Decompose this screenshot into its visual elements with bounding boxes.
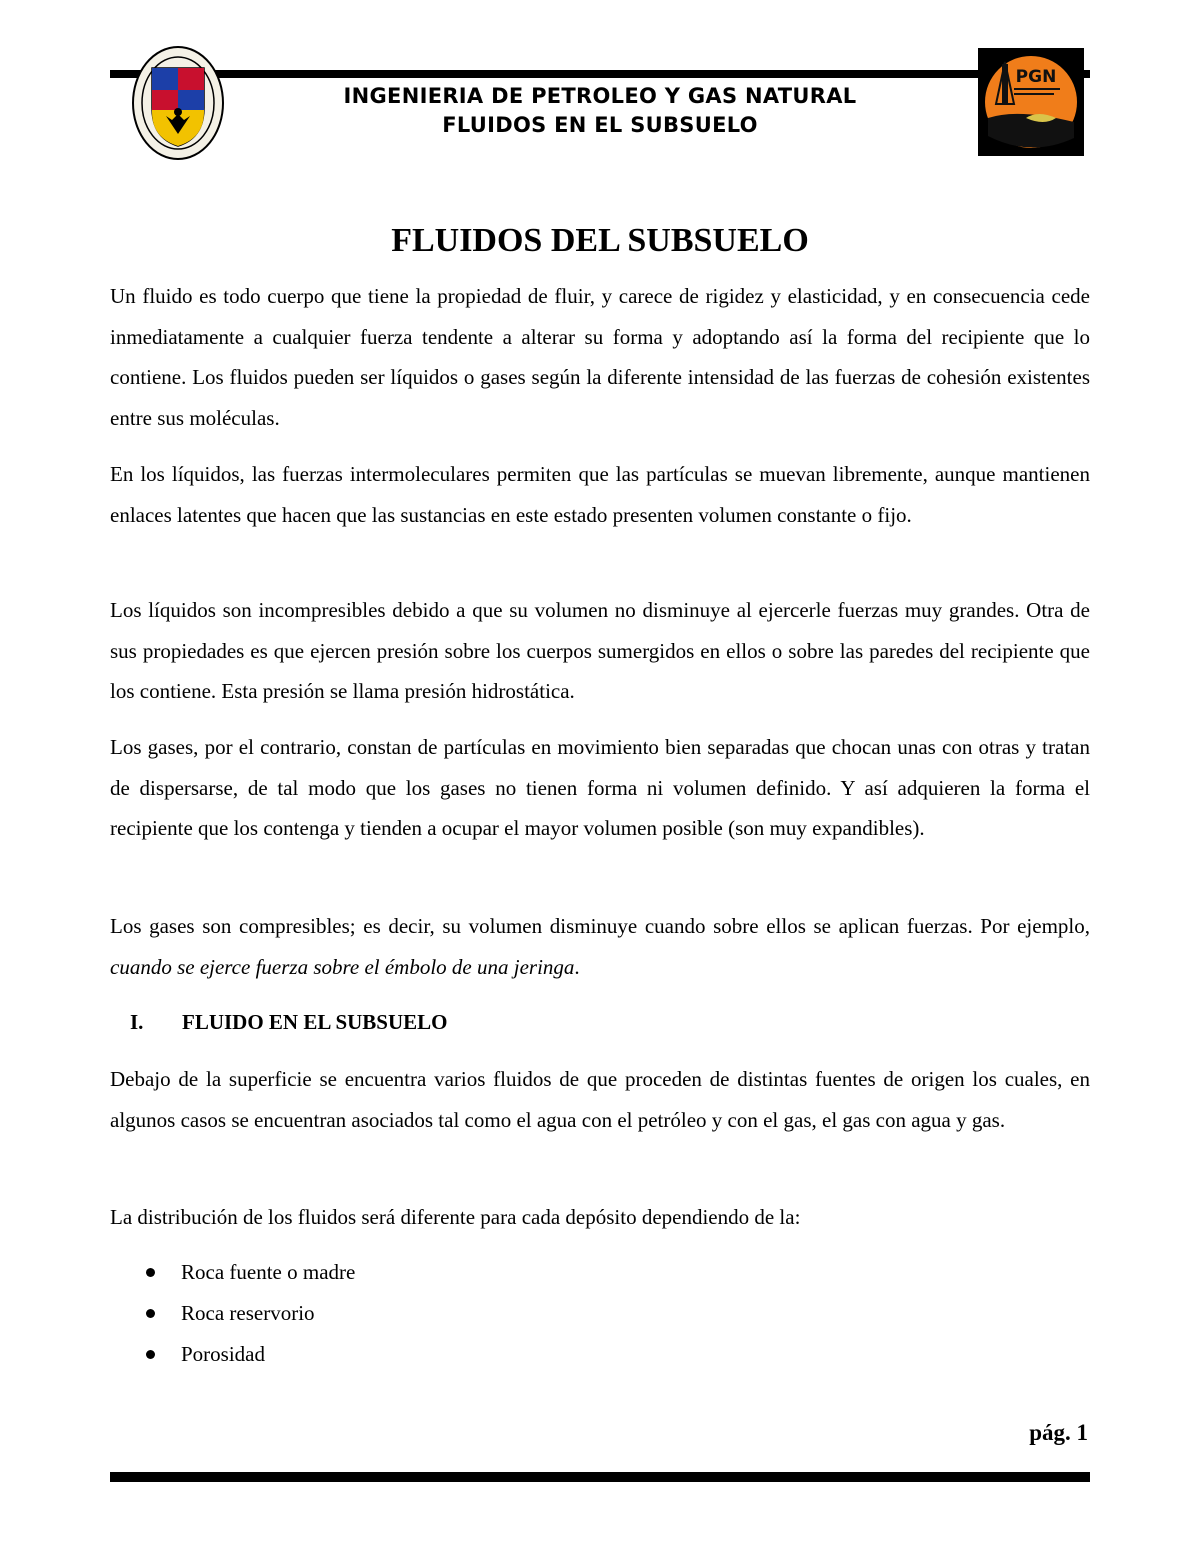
page-number: pág. 1 — [1029, 1420, 1088, 1445]
pgn-logo-text: PGN — [1015, 67, 1057, 87]
bullet-list — [110, 1252, 355, 1375]
document-title: FLUIDOS DEL SUBSUELO — [391, 222, 809, 259]
section-number: I. — [130, 1010, 144, 1034]
paragraph-5-text: Los gases son compresibles; es decir, su volumen disminuye cuando sobre ellos se aplican fuerzas. Por ejemplo, — [110, 914, 1090, 938]
list-item-label: Porosidad — [181, 1342, 265, 1366]
list-item-label: Roca reservorio — [181, 1301, 315, 1325]
section-title: FLUIDO EN EL SUBSUELO — [182, 1010, 448, 1034]
paragraph-2: En los líquidos, las fuerzas intermoleculares permiten que las partículas se muevan libremente, aunque mantienen enlaces latentes que hacen que las sustancias en este estado presenten volumen constante o fijo. — [110, 462, 1090, 527]
list-item-label: Roca fuente o madre — [181, 1260, 356, 1284]
header-line-1: INGENIERIA DE PETROLEO Y GAS NATURAL — [343, 84, 857, 108]
paragraph-5 — [110, 906, 1090, 987]
paragraph-5-end: . — [574, 954, 580, 979]
list-item — [110, 1252, 355, 1293]
header-line-2: FLUIDOS EN EL SUBSUELO — [442, 113, 758, 137]
bullet-icon — [146, 1309, 155, 1318]
paragraph-6: Debajo de la superficie se encuentra varios fluidos de que proceden de distintas fuentes de origen los cuales, en algunos casos se encuentran asociados tal como el agua con el petróleo y con el gas, el gas con agua y gas. — [110, 1067, 1090, 1132]
pgn-logo — [978, 48, 1084, 156]
paragraph-3: Los líquidos son incompresibles debido a que su volumen no disminuye al ejercerle fuerzas muy grandes. Otra de sus propiedades es que ejercen presión sobre los cuerpos sumergidos en ellos o sobre las paredes del recipiente que los contiene. Esta presión se llama presión hidrostática. — [110, 598, 1090, 703]
paragraph-1: Un fluido es todo cuerpo que tiene la propiedad de fluir, y carece de rigidez y elasticidad, y en consecuencia cede inmediatamente a cualquier fuerza tendente a alterar su forma y adoptando así la forma del recipiente que lo contiene. Los fluidos pueden ser líquidos o gases según la diferente intensidad de las fuerzas de cohesión existentes entre sus moléculas. — [110, 284, 1090, 430]
bullet-icon — [146, 1268, 155, 1277]
university-seal-icon — [132, 46, 224, 160]
list-item — [110, 1334, 355, 1375]
list-item — [110, 1293, 355, 1334]
footer-rule — [110, 1472, 1090, 1482]
header-titles — [250, 82, 950, 140]
header-rule — [110, 70, 1090, 78]
paragraph-4: Los gases, por el contrario, constan de partículas en movimiento bien separadas que chocan unas con otras y tratan de dispersarse, de tal modo que los gases no tienen forma ni volumen definido. Y así adquieren la forma el recipiente que los contenga y tienden a ocupar el mayor volumen posible (son muy expandibles). — [110, 735, 1090, 840]
bullet-icon — [146, 1350, 155, 1359]
paragraph-7: La distribución de los fluidos será diferente para cada depósito dependiendo de la: — [110, 1205, 801, 1229]
section-heading — [130, 1010, 448, 1035]
paragraph-5-italic: cuando se ejerce fuerza sobre el émbolo de una jeringa — [110, 954, 575, 979]
